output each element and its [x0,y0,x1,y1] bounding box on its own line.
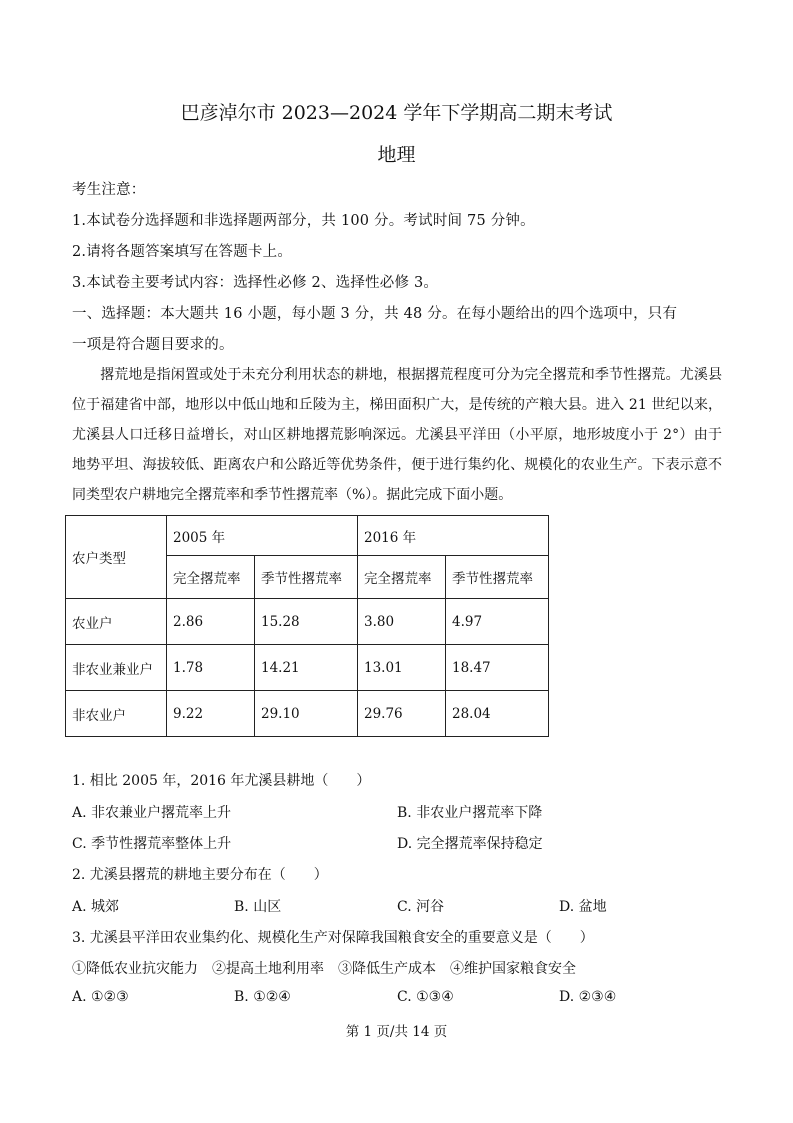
question-2-option-a[interactable]: A. 城郊 [72,899,120,915]
column-header: 季节性撂荒率 [446,556,549,599]
question-1-option-b[interactable]: B. 非农业户撂荒率下降 [397,805,543,821]
question-1-option-d[interactable]: D. 完全撂荒率保持稳定 [397,836,543,852]
row-header: 农业户 [66,599,167,645]
table-cell: 1.78 [167,645,255,691]
notice-heading: 考生注意： [72,182,146,198]
table-row [66,691,549,737]
notice-item: 2.请将各题答案填写在答题卡上。 [72,244,293,260]
table-row [66,645,549,691]
question-3-option-a[interactable]: A. ①②③ [72,989,129,1005]
question-3-option-b[interactable]: B. ①②④ [234,989,291,1005]
column-header: 完全撂荒率 [358,556,446,599]
table-cell: 14.21 [255,645,358,691]
question-3-statements: ①降低农业抗灾能力 ②提高土地利用率 ③降低生产成本 ④维护国家粮食安全 [72,961,576,977]
question-3-option-c[interactable]: C. ①③④ [397,989,454,1005]
table-corner-header: 农户类型 [66,516,167,599]
table-cell: 2.86 [167,599,255,645]
table-row [66,599,549,645]
notice-item: 1.本试卷分选择题和非选择题两部分，共 100 分。考试时间 75 分钟。 [72,213,535,229]
table-cell: 13.01 [358,645,446,691]
table-cell: 18.47 [446,645,549,691]
table-cell: 29.76 [358,691,446,737]
reading-passage [72,360,722,510]
row-header: 非农业兼业户 [66,645,167,691]
question-1-stem: 1. 相比 2005 年，2016 年尤溪县耕地（ ） [72,773,371,789]
question-3-option-d[interactable]: D. ②③④ [559,989,617,1005]
section-instruction: 一项是符合题目要求的。 [72,337,234,353]
exam-title: 巴彦淖尔市 2023—2024 学年下学期高二期末考试 [180,102,613,124]
table-cell: 4.97 [446,599,549,645]
exam-subject: 地理 [377,144,416,166]
question-1-option-c[interactable]: C. 季节性撂荒率整体上升 [72,836,232,852]
question-2-option-b[interactable]: B. 山区 [234,899,282,915]
row-header: 非农业户 [66,691,167,737]
notice-item: 3.本试卷主要考试内容：选择性必修 2、选择性必修 3。 [72,275,439,291]
section-instruction: 一、选择题：本大题共 16 小题，每小题 3 分，共 48 分。在每小题给出的四个选项中，只有 [72,306,678,322]
question-3-stem: 3. 尤溪县平洋田农业集约化、规模化生产对保障我国粮食安全的重要意义是（ ） [72,930,594,946]
table-cell: 15.28 [255,599,358,645]
question-2-option-c[interactable]: C. 河谷 [397,899,445,915]
year-header: 2005 年 [167,516,358,556]
passage-text: 撂荒地是指闲置或处于未充分利用状态的耕地，根据撂荒程度可分为完全撂荒和季节性撂荒。尤溪县位于福建省中部，地形以中低山地和丘陵为主，梯田面积广大，是传统的产粮大县。进入 21 世纪以来，尤溪县人口迁移日益增长，对山区耕地撂荒影响深远。尤溪县平洋田（小平原，地形坡度小于 2°）由于地势平坦、海拔较低、距离农户和公路近等优势条件，便于进行集约化、规模化的农业生产。下表示意不同类型农户耕地完全撂荒率和季节性撂荒率（%）。据此完成下面小题。 [72,367,722,503]
table-cell: 28.04 [446,691,549,737]
table-cell: 9.22 [167,691,255,737]
question-1-option-a[interactable]: A. 非农兼业户撂荒率上升 [72,805,232,821]
table-cell: 29.10 [255,691,358,737]
page-footer: 第 1 页/共 14 页 [345,1024,448,1040]
abandonment-rate-table [65,515,549,737]
question-2-stem: 2. 尤溪县撂荒的耕地主要分布在（ ） [72,867,328,883]
question-2-option-d[interactable]: D. 盆地 [559,899,607,915]
column-header: 完全撂荒率 [167,556,255,599]
table-cell: 3.80 [358,599,446,645]
column-header: 季节性撂荒率 [255,556,358,599]
year-header: 2016 年 [358,516,549,556]
